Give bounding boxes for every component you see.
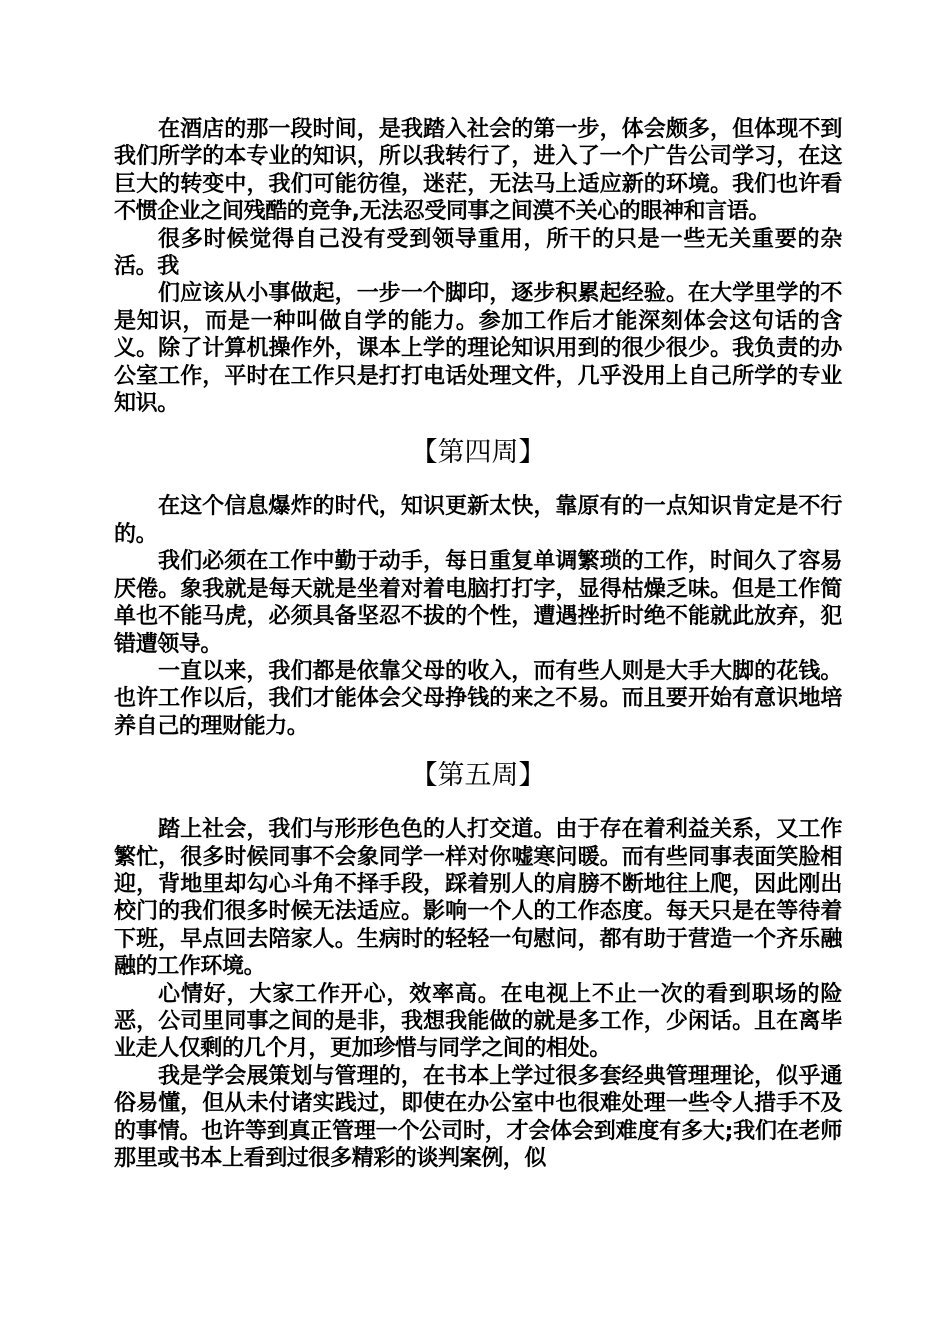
paragraph: 在酒店的那一段时间，是我踏入社会的第一步，体会颇多，但体现不到我们所学的本专业的知识，所以我转行了，进入了一个广告公司学习，在这巨大的转变中，我们可能彷徨，迷茫，无法马上适应新的环境。我们也许看不惯企业之间残酷的竞争,无法忍受同事之间漠不关心的眼神和言语。: [114, 117, 842, 225]
paragraph: 我是学会展策划与管理的，在书本上学过很多套经典管理理论，似乎通俗易懂，但从未付诸实践过，即使在办公室中也很难处理一些令人措手不及的事情。也许等到真正管理一个公司时，才会体会到难度有多大;我们在老师那里或书本上看到过很多精彩的谈判案例，似: [114, 1063, 842, 1171]
paragraph: 很多时候觉得自己没有受到领导重用，所干的只是一些无关重要的杂活。我: [114, 226, 842, 280]
paragraph: 一直以来，我们都是依靠父母的收入，而有些人则是大手大脚的花钱。也许工作以后，我们才能体会父母挣钱的来之不易。而且要开始有意识地培养自己的理财能力。: [114, 658, 842, 739]
paragraph: 在这个信息爆炸的时代，知识更新太快，靠原有的一点知识肯定是不行的。: [114, 494, 842, 547]
paragraph: 心情好，大家工作开心，效率高。在电视上不止一次的看到职场的险恶，公司里同事之间的是非，我想我能做的就是多工作，少闲话。且在离毕业走人仅剩的几个月，更加珍惜与同学之间的相处。: [114, 981, 842, 1062]
paragraph: 我们必须在工作中勤于动手，每日重复单调繁琐的工作，时间久了容易厌倦。象我就是每天就是坐着对着电脑打打字，显得枯燥乏味。但是工作简单也不能马虎，必须具备坚忍不拔的个性，遭遇挫折时绝不能就此放弃，犯错遭领导。: [114, 549, 842, 657]
section-heading-week4: 【第四周】: [410, 437, 546, 469]
section-heading-week5: 【第五周】: [410, 760, 546, 792]
paragraph: 踏上社会，我们与形形色色的人打交道。由于存在着利益关系，又工作繁忙，很多时候同事不会象同学一样对你嘘寒问暖。而有些同事表面笑脸相迎，背地里却勾心斗角不择手段，踩着别人的肩膀不断地往上爬，因此刚出校门的我们很多时候无法适应。影响一个人的工作态度。每天只是在等待着下班，早点回去陪家人。生病时的轻轻一句慰问，都有助于营造一个齐乐融融的工作环境。: [114, 817, 842, 980]
paragraph: 们应该从小事做起，一步一个脚印，逐步积累起经验。在大学里学的不是知识，而是一种叫做自学的能力。参加工作后才能深刻体会这句话的含义。除了计算机操作外，课本上学的理论知识用到的很少很少。我负责的办公室工作，平时在工作只是打打电话处理文件，几乎没用上自己所学的专业知识。: [114, 281, 842, 417]
document-body: [114, 116, 842, 1172]
